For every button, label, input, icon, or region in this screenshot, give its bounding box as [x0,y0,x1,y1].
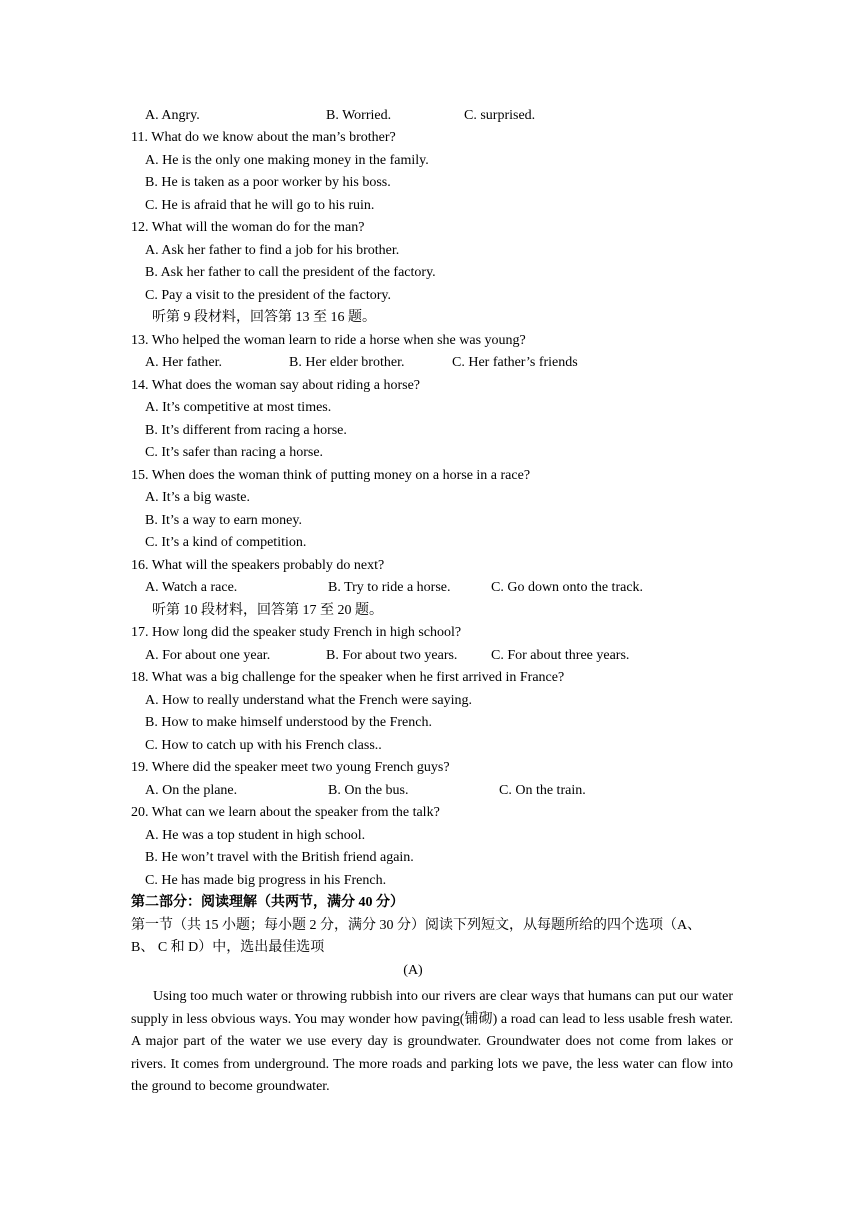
passage-a-paragraph: Using too much water or throwing rubbish into our rivers are clear ways that humans can put our water supply in less obvious ways. You may wonder how paving(铺砌) a road can lead to less usable fresh water. A major part of the water we use every day is groundwater. Groundwater does not come from lakes or rivers. It comes from underground. The more roads and parking lots we pave, the less water can flow into the ground to become groundwater. [131,989,733,1095]
q10-option-c: C. surprised. [464,108,536,123]
q18-question: 18. What was a big challenge for the speaker when he first arrived in France? [131,670,565,685]
q11-option-b: B. He is taken as a poor worker by his boss. [145,175,391,190]
q19-option-a: A. On the plane. [145,783,238,798]
q15-question: 15. When does the woman think of putting money on a horse in a race? [131,468,531,483]
q17-options [145,645,745,667]
q10-option-a: A. Angry. [145,108,200,123]
passage-label: (A) [403,963,423,978]
listening-section-9-heading: 听第 9 段材料，回答第 13 至 16 题。 [152,310,376,325]
q13-option-c: C. Her father’s friends [452,355,578,370]
q20-option-b: B. He won’t travel with the British friend again. [145,850,414,865]
part2-heading: 第二部分：阅读理解（共两节，满分 40 分） [131,895,404,910]
q11-option-a: A. He is the only one making money in the family. [145,153,429,168]
section1-instructions-line2: B、 C 和 D）中，选出最佳选项 [131,940,325,955]
q16-option-c: C. Go down onto the track. [491,580,644,595]
q14-option-b: B. It’s different from racing a horse. [145,423,347,438]
q16-options [145,577,745,599]
q16-option-b: B. Try to ride a horse. [328,580,451,595]
q15-option-b: B. It’s a way to earn money. [145,513,302,528]
q18-option-c: C. How to catch up with his French class.. [145,738,382,753]
listening-section-10-heading: 听第 10 段材料，回答第 17 至 20 题。 [152,603,383,618]
q17-option-b: B. For about two years. [326,648,458,663]
q20-question: 20. What can we learn about the speaker from the talk? [131,805,440,820]
q13-option-b: B. Her elder brother. [289,355,405,370]
q14-option-a: A. It’s competitive at most times. [145,400,332,415]
q11-question: 11. What do we know about the man’s brother? [131,130,396,145]
q14-question: 14. What does the woman say about riding a horse? [131,378,421,393]
q19-option-b: B. On the bus. [328,783,409,798]
q14-option-c: C. It’s safer than racing a horse. [145,445,324,460]
q12-question: 12. What will the woman do for the man? [131,220,365,235]
q12-option-b: B. Ask her father to call the president of the factory. [145,265,436,280]
q18-option-a: A. How to really understand what the French were saying. [145,693,472,708]
q13-options [145,352,745,374]
q16-question: 16. What will the speakers probably do next? [131,558,385,573]
q18-option-b: B. How to make himself understood by the French. [145,715,432,730]
q19-option-c: C. On the train. [499,783,586,798]
q10-options [145,105,745,127]
q17-option-c: C. For about three years. [491,648,630,663]
q15-option-a: A. It’s a big waste. [145,490,250,505]
q19-question: 19. Where did the speaker meet two young French guys? [131,760,450,775]
q10-option-b: B. Worried. [326,108,392,123]
q20-option-a: A. He was a top student in high school. [145,828,366,843]
q20-option-c: C. He has made big progress in his French. [145,873,387,888]
q19-options [145,780,745,802]
q15-option-c: C. It’s a kind of competition. [145,535,307,550]
section1-instructions-line1: 第一节（共 15 小题；每小题 2 分，满分 30 分）阅读下列短文，从每题所给的四个选项（A、 [131,918,702,933]
q16-option-a: A. Watch a race. [145,580,238,595]
q13-question: 13. Who helped the woman learn to ride a horse when she was young? [131,333,526,348]
q13-option-a: A. Her father. [145,355,222,370]
q12-option-a: A. Ask her father to find a job for his brother. [145,243,400,258]
q12-option-c: C. Pay a visit to the president of the factory. [145,288,391,303]
q17-question: 17. How long did the speaker study French in high school? [131,625,462,640]
q17-option-a: A. For about one year. [145,648,271,663]
q11-option-c: C. He is afraid that he will go to his ruin. [145,198,375,213]
